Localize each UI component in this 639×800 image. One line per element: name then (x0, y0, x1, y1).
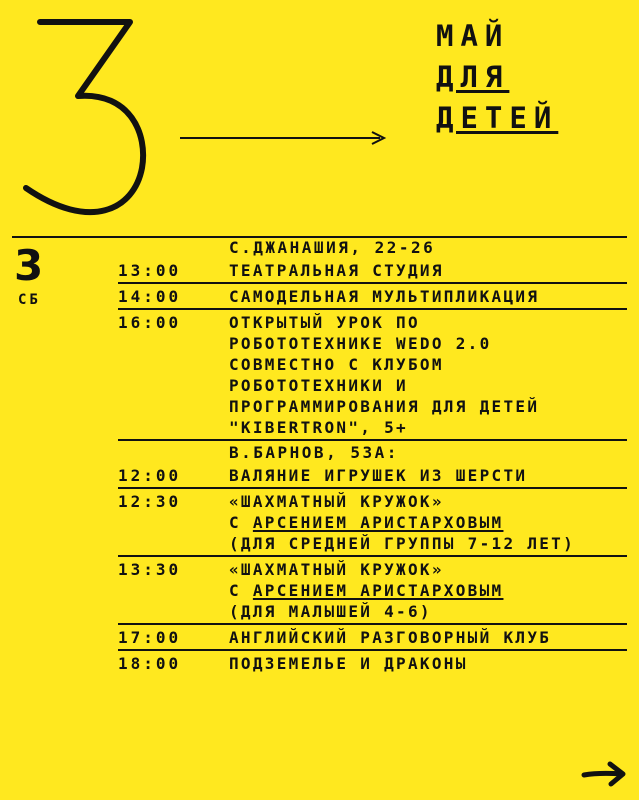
host-link[interactable]: АРСЕНИЕМ АРИСТАРХОВЫМ (252, 581, 504, 600)
event-line: ПОДЗЕМЕЛЬЕ И ДРАКОНЫ (229, 654, 468, 673)
event-line: РОБОТОТЕХНИКИ И (229, 376, 408, 395)
day-number: 3 (14, 241, 44, 290)
event-note: (ДЛЯ СРЕДНЕЙ ГРУППЫ 7-12 ЛЕТ) (229, 534, 576, 553)
event-line: РОБОТОТЕХНИКЕ WEDO 2.0 (229, 334, 492, 353)
event-line: СОВМЕСТНО С КЛУБОМ (229, 355, 444, 374)
brand-line-2: ДЛЯ (436, 60, 510, 94)
event-row (118, 557, 627, 625)
event-time: 13:00 (118, 261, 182, 280)
venue-block (118, 236, 627, 441)
event-title (229, 653, 627, 674)
event-time: 12:00 (118, 466, 182, 485)
event-row (118, 489, 627, 557)
event-line: АНГЛИЙСКИЙ РАЗГОВОРНЫЙ КЛУБ (229, 628, 552, 647)
event-title (229, 286, 627, 307)
event-title (229, 312, 627, 438)
brand-title (436, 16, 558, 139)
event-host-line (229, 580, 627, 601)
day-weekday: СБ (18, 292, 41, 308)
event-time: 14:00 (118, 287, 182, 306)
event-host-prefix: С (229, 581, 253, 600)
brand-line-1: МАЙ (436, 19, 510, 53)
event-time: 12:30 (118, 492, 182, 511)
event-time: 17:00 (118, 628, 182, 647)
event-line: «ШАХМАТНЫЙ КРУЖОК» (229, 492, 444, 511)
event-title (229, 559, 627, 622)
event-line: ПРОГРАММИРОВАНИЯ ДЛЯ ДЕТЕЙ (229, 397, 540, 416)
event-time: 18:00 (118, 654, 182, 673)
schedule (118, 236, 627, 675)
event-line: ВАЛЯНИЕ ИГРУШЕК ИЗ ШЕРСТИ (229, 466, 528, 485)
event-row (118, 625, 627, 651)
event-line: САМОДЕЛЬНАЯ МУЛЬТИПЛИКАЦИЯ (229, 287, 540, 306)
event-row (118, 463, 627, 489)
arrow-right-icon (180, 128, 390, 148)
event-host-prefix: С (229, 513, 253, 532)
event-title (229, 260, 627, 281)
event-host-line (229, 512, 627, 533)
event-row (118, 310, 627, 439)
event-row (118, 258, 627, 284)
event-line: «ШАХМАТНЫЙ КРУЖОК» (229, 560, 444, 579)
venue-block (118, 441, 627, 675)
event-title (229, 627, 627, 648)
event-time: 13:30 (118, 560, 182, 579)
next-arrow-icon[interactable] (580, 760, 628, 788)
big-day-number (18, 0, 148, 230)
event-note: (ДЛЯ МАЛЫШЕЙ 4-6) (229, 602, 432, 621)
host-link[interactable]: АРСЕНИЕМ АРИСТАРХОВЫМ (252, 513, 504, 532)
event-title (229, 465, 627, 486)
venue-title: С.ДЖАНАШИЯ, 22-26 (229, 238, 436, 257)
event-line: ОТКРЫТЫЙ УРОК ПО (229, 313, 420, 332)
event-title (229, 491, 627, 554)
brand-line-3: ДЕТЕЙ (436, 101, 559, 135)
event-row (118, 284, 627, 310)
venue-title: В.БАРНОВ, 53А: (229, 443, 399, 462)
event-line: "KIBERTRON", 5+ (229, 418, 408, 437)
event-time: 16:00 (118, 313, 182, 332)
event-row (118, 651, 627, 675)
event-line: ТЕАТРАЛЬНАЯ СТУДИЯ (229, 261, 444, 280)
